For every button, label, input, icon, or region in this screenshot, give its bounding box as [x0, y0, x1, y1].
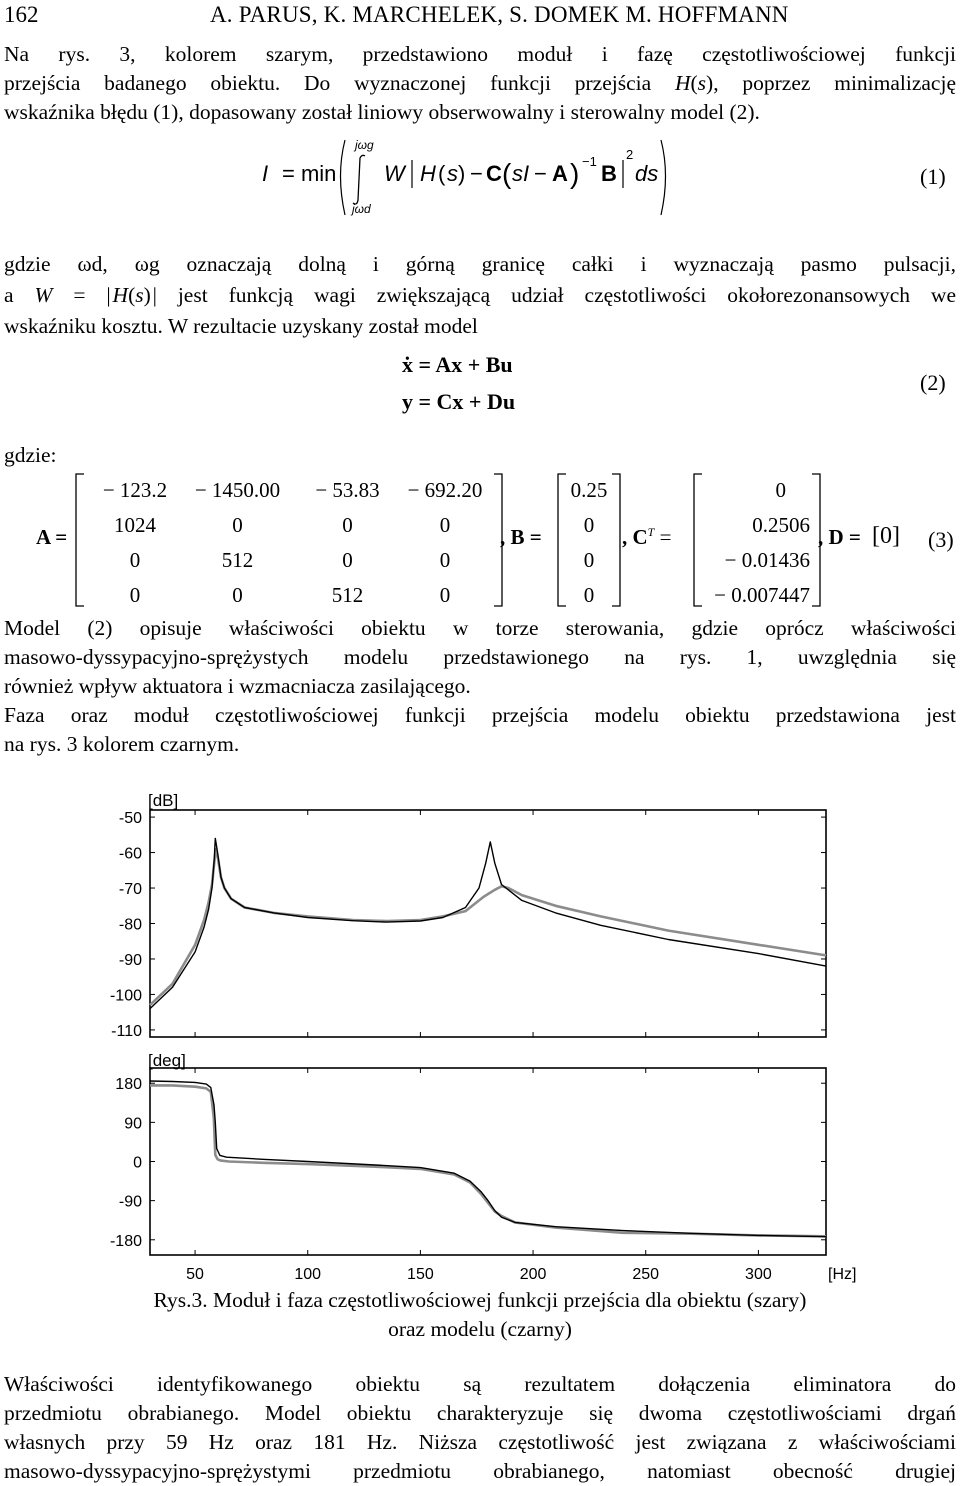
y-tick-label: -90: [118, 951, 142, 969]
y-tick-label: -80: [118, 916, 142, 934]
running-header-authors: A. PARUS, K. MARCHELEK, S. DOMEK M. HOFFMANN: [210, 2, 789, 27]
y-tick-label: -110: [111, 1022, 142, 1040]
equation-2-number: (2): [920, 370, 946, 395]
matrix-B-cell: 0: [583, 548, 595, 572]
svg-text:A: A: [552, 161, 568, 186]
y-tick-label: -100: [109, 987, 142, 1005]
x-tick-label: 300: [745, 1266, 772, 1283]
matrix-A-cell: 512: [331, 583, 364, 607]
matrix-A-cell: 0: [439, 583, 451, 607]
matrix-A-cell: 0: [439, 513, 451, 537]
faza-paragraph: [4, 701, 956, 759]
final-line-4: masowo-dyssypacyjno-sprężystymi przedmiotu obrabianego, natomiast obecność drugiej: [4, 1459, 956, 1483]
svg-text:(: (: [502, 158, 512, 189]
matrix-C: [700, 478, 816, 608]
x-tick-label: 50: [186, 1266, 204, 1283]
y-axis-label: [dB]: [148, 791, 179, 810]
model-line-1: Model (2) opisuje właściwości obiektu w torze sterowania, gdzie oprócz właściwości: [4, 616, 956, 640]
faza-line-2: na rys. 3 kolorem czarnym.: [4, 732, 240, 756]
matrix-A-cell: 0: [129, 548, 141, 572]
faza-line-1: Faza oraz moduł częstotliwościowej funkcji przejścia modelu obiektu przedstawiona jest: [4, 703, 956, 727]
y-tick-label: 0: [133, 1154, 142, 1172]
svg-text:H: H: [420, 161, 436, 186]
matrix-A-cell: 1024: [114, 513, 156, 537]
y-tick-label: 90: [124, 1115, 142, 1133]
matrix-B-cell: 0: [583, 513, 595, 537]
x-axis-label: [Hz]: [828, 1266, 857, 1283]
x-tick-label: 250: [632, 1266, 660, 1283]
y-tick-label: -60: [118, 845, 142, 863]
caption-line-2: oraz modelu (czarny): [388, 1317, 572, 1341]
matrix-A-cell: − 123.2: [102, 478, 168, 502]
series-line-model: [150, 838, 826, 1008]
matrix-A-label: A =: [36, 525, 68, 549]
svg-text:ds: ds: [635, 161, 659, 186]
intro-line-2: przejścia badanego obiektu. Do wyznaczonej funkcji przejścia H(s), poprzez minimalizację: [4, 71, 956, 95]
equation-1: [0, 130, 960, 230]
matrix-B: [562, 478, 616, 608]
y-tick-label: -180: [109, 1232, 142, 1250]
y-tick-label: 180: [115, 1076, 142, 1094]
equation-2-row-1: ẋ = Ax + Bu: [402, 352, 513, 377]
equation-3: [0, 468, 960, 610]
matrix-A-cell: − 53.83: [315, 478, 380, 502]
matrix-A-cell: − 1450.00: [194, 478, 281, 502]
after-eq1-line-3: wskaźniku kosztu. W rezultacie uzyskany został model: [4, 314, 478, 338]
equation-1-number: (1): [920, 164, 946, 189]
matrix-A-cell: 0: [342, 513, 353, 537]
equation-2-row-2: y = Cx + Du: [402, 389, 516, 414]
svg-text:W: W: [384, 161, 405, 186]
matrix-B-label: , B =: [500, 525, 542, 549]
svg-text:= min: = min: [282, 161, 337, 186]
model-line-3: również wpływ aktuatora i wzmacniacza zasilającego.: [4, 674, 471, 698]
svg-text:): ): [458, 161, 466, 186]
matrix-D-label: , D =: [818, 525, 861, 549]
matrix-C-cell: − 0.01436: [724, 548, 810, 572]
intro-line-1: Na rys. 3, kolorem szarym, przedstawiono moduł i fazę częstotliwościowej funkcji: [4, 42, 956, 66]
magnitude-panel: [110, 791, 826, 1040]
svg-text:C: C: [486, 161, 502, 186]
y-tick-label: -50: [118, 810, 142, 828]
plot-frame: [150, 810, 826, 1037]
after-equation-1-paragraph: [4, 250, 956, 341]
matrix-C-cell: − 0.007447: [714, 583, 810, 607]
y-axis-label: [deg]: [148, 1051, 186, 1070]
matrix-A-cell: 0: [232, 513, 243, 537]
final-line-1: Właściwości identyfikowanego obiektu są rezultatem dołączenia eliminatora do: [4, 1372, 956, 1396]
gdzie-label: gdzie:: [4, 443, 57, 467]
after-eq1-line-1: gdzie ωd, ωg oznaczają dolną i górną granicę całki i wyznaczają pasmo pulsacji,: [4, 252, 956, 276]
svg-text:−: −: [470, 161, 483, 186]
matrix-A-cell: 512: [221, 548, 254, 572]
equation-1-graphic: [0, 130, 960, 230]
svg-text:2: 2: [626, 147, 634, 162]
equation-2: [402, 346, 515, 420]
y-tick-label: -70: [118, 881, 142, 899]
after-eq1-line-2: a W = | H(s) | jest funkcją wagi zwiększającą udział częstotliwości okołorezonansowych we: [4, 283, 956, 307]
series-line-object: [150, 1085, 826, 1236]
svg-text:I: I: [262, 161, 269, 186]
phase-panel: [110, 1051, 856, 1283]
svg-text:s: s: [447, 161, 458, 186]
x-tick-label: 150: [407, 1266, 434, 1283]
equation-3-number: (3): [928, 527, 954, 552]
matrix-A-cell: 0: [342, 548, 353, 572]
caption-line-1: Rys.3. Moduł i faza częstotliwościowej funkcji przejścia dla obiektu (szary): [153, 1288, 807, 1312]
svg-text:jωd: jωd: [352, 202, 371, 216]
x-tick-label: 100: [294, 1266, 322, 1283]
figure-caption: [0, 1286, 960, 1344]
matrix-D: [0]: [872, 523, 900, 549]
svg-text:−: −: [534, 161, 547, 186]
matrix-B-cell: 0: [583, 583, 595, 607]
svg-text:(: (: [438, 161, 446, 186]
svg-text:sI: sI: [512, 161, 530, 186]
matrix-C-label: , $C^T$ =: [622, 525, 672, 549]
x-tick-label: 200: [519, 1266, 547, 1283]
page-number: 162: [4, 2, 39, 27]
model-line-2: masowo-dyssypacyjno-sprężystych modelu przedstawionego na rys. 1, uwzględnia się: [4, 645, 956, 669]
final-line-3: własnych przy 59 Hz oraz 181 Hz. Niższa częstotliwość jest związana z właściwościami: [4, 1430, 956, 1454]
matrix-A-cell: − 692.20: [407, 478, 483, 502]
intro-paragraph: [4, 40, 956, 127]
model-paragraph: [4, 614, 956, 701]
matrix-A-cell: 0: [439, 548, 451, 572]
matrix-C-cell: 0: [775, 478, 786, 502]
svg-text:B: B: [601, 161, 617, 186]
intro-line-3: wskaźnika błędu (1), dopasowany został liniowy obserwowalny i sterowalny model (2).: [4, 100, 760, 124]
bode-figure: [0, 780, 960, 1290]
series-line-object: [150, 849, 826, 1005]
final-paragraph: [4, 1370, 956, 1486]
svg-text:−1: −1: [582, 154, 597, 169]
matrix-A: [90, 478, 490, 608]
series-line-model: [150, 1081, 826, 1237]
matrix-B-cell: 0.25: [570, 478, 608, 502]
matrix-C-cell: 0.2506: [752, 513, 810, 537]
svg-text:): ): [570, 158, 580, 189]
matrix-A-cell: 0: [232, 583, 243, 607]
matrix-A-cell: 0: [129, 583, 141, 607]
svg-text:jωg: jωg: [355, 138, 374, 152]
y-tick-label: -90: [118, 1193, 142, 1211]
final-line-2: przedmiotu obrabianego. Model obiektu charakteryzuje się dwoma częstotliwościami drgań: [4, 1401, 956, 1425]
